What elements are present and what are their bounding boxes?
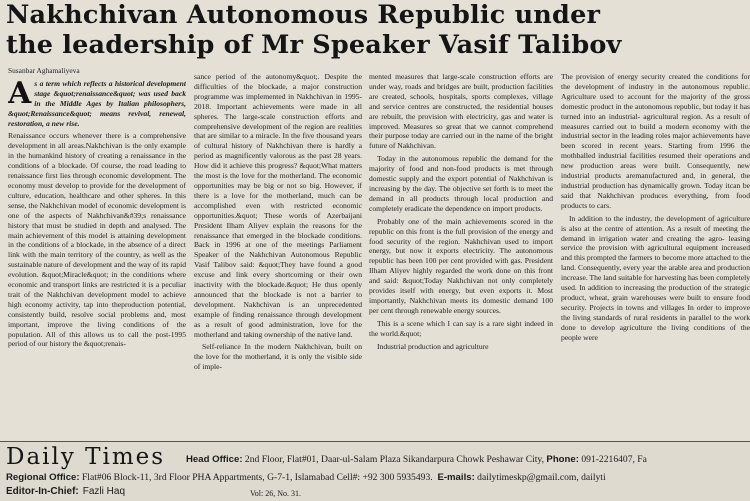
masthead: Daily Times — [6, 444, 166, 470]
article-column-3 — [369, 72, 553, 435]
column-4-paragraph: In addition to the industry, the development of agriculture is also at the centre of attention. As a result of meeting the demand in irrigation water and creating the agro- leasing service the provision with agricultural equipment increased and this prompted the farmers to become more attached to the land. Consequently, every year the arable area and production increase. The land suitable for harvesting has been completely used. In addition to increasing the production of the strategic product, wheat, grain warehouses were built to ensure food security. Projects in towns and villages In order to improve the living standards of rural residents in parallel to the work done to develop agriculture the living conditions of the people were — [561, 213, 750, 342]
column-3-paragraph: mented measures that large-scale construction efforts are under way, roads and bridges are built, production facilities are created, schools, hospitals, sports complexes, village and service centres are constructed, the residential houses are rebuilt, the provision with electricity, gas and water is improved. Measures so great that we cannot comprehend their purpose today are carried out in the name of the bright future of Nakhchivan. — [369, 72, 553, 151]
column-1-paragraph: Renaissance occurs whenever there is a comprehensive development in all areas.Nakhchivan is the only example in the humankind history of creating a renaissance in the conditions of a blockade. Of course, the road leading to renaissance first lies through economic development. The economy must develop to provide for the development of culture, education, healthcare and other spheres. In this sense, the Nakhchivan model of economic development is one of the aspects of Nakhchivan&#39;s renaissance history that must be studied in depth and analysed. The main achievement of this model is attaining development in the conditions of a blockade, in the absence of a direct link with the main territory of the country, as well as the sustainable nature of development and the way of its rapid evolution. &quot;Miracle&quot; in the conditions where economic and transport links are restricted it is a peculiar trait of the Nakhchivan development model to achieve high economy activity, tap into theproduction potential, consistently build, resolve social problems and, most important, improve the living conditions of the population. All of this allows us to call the post-1995 period of our history the &quot;renais- — [8, 131, 186, 349]
column-3-paragraph: This is a scene which I can say is a rare sight indeed in the world.&quot; — [369, 318, 553, 338]
intro-text: s a term which reflects a historical development stage &quot;renaissance&quot; was used back in the Middle Ages by Italian philosophers, &quot;Renaissance&quot; means revival, renewal, restoration, a new rise. — [8, 78, 186, 128]
editor-name: Fazli Haq — [82, 486, 126, 497]
editor-line — [6, 486, 125, 497]
column-2-paragraph: sance period of the autonomy&quot;. Despite the difficulties of the blockade, a major construction programme was implemented in Nakhchivan in 1995-2018. Important achievements were made in all spheres. The large-scale construction efforts and comprehensive development of the region are realities that are similar to a miracle. In the five thousand years of cultural history of Nakhchivan there is hardly a period as magnificently valorous as the past 28 years. How did it achieve this progress? &quot;What matters the most is the love for the motherland. The economic opportunities may be big or not so big. However, if there is a love for the motherland, much can be accomplished even with restricted economic opportunities.&quot; These words of Azerbaijani President Ilham Aliyev explain the reasons for the renaissance that emerged in the blockade conditions. Back in 1996 at one of the meetings Parliament Speaker of the Nakhchivan Autonomous Republic Vasif Talibov said: &quot;They have found a good excuse and link every shortcoming or their own inactivity with the blockade.&quot; He thus openly announced that the blockade is not a barrier to development. Nakhchivan is an unprecedented example of finding renaissance through development as a result of good administration, love for the motherland and taking ownership of the native land. — [194, 72, 362, 339]
byline: Susanbar Aghamaliyeva — [8, 66, 80, 75]
email-label: E-mails: — [437, 472, 475, 483]
article-headline — [6, 0, 750, 60]
headline-line-2: the leadership of Mr Speaker Vasif Talibov — [6, 30, 622, 60]
column-3-paragraph: Probably one of the main achievements scored in the republic on this front is the full provision of the energy and food security of the region. Nakhchivan used to import energy, but now it exports electricity. The autonomous republic has been 100 per cent provided with gas. President Ilham Aliyev highly regarded the work done on this front and said: &quot;Today Nakhchivan not only completely provides itself with energy, but even exports it. Most importantly, Nakhchivan meets its domestic demand 100 per cent through renewable energy sources. — [369, 216, 553, 315]
head-office-line — [186, 454, 647, 465]
article-column-1 — [8, 66, 186, 435]
phone-number: 091-2216407, Fa — [581, 454, 647, 465]
article-column-2 — [194, 72, 362, 435]
column-2-paragraph: Self-reliance In the modern Nakhchivan, built on the love for the motherland, it is only the visible side of imple- — [194, 342, 362, 372]
regional-office-label: Regional Office: — [6, 472, 80, 483]
head-office-label: Head Office: — [186, 454, 243, 465]
editor-label: Editor-In-Chief: — [6, 486, 79, 497]
intro-paragraph — [8, 75, 186, 129]
column-4-paragraph: The provision of energy security created the conditions for the development of industry in the autonomous republic. Agriculture used to account for the majority of the gross domestic product in the autonomous republic, but today it has turned into an industrial- agricultural region. As a result of measures carried out to build a modern economy with the industrial sector in the leading roles major achievements have been scored in recent years. Starting from 1996 the mothballed industrial facilities resumed their operations and new production areas were built. Consequently, new industrial products aremanufactured and, in general, the industrial production has dynamically grown. Today itcan be said that Nakhchivan produces everything, from food products to cars. — [561, 72, 750, 210]
volume-number: Vol: 26, No. 31. — [250, 489, 301, 498]
regional-office-line — [6, 472, 606, 483]
headline-line-1: Nakhchivan Autonomous Republic under — [6, 0, 601, 30]
article-column-4 — [561, 72, 750, 435]
head-office-address: 2nd Floor, Flat#01, Daar-ul-Salam Plaza Sikandarpura Chowk Peshawar City, — [244, 454, 545, 465]
phone-label: Phone: — [546, 454, 579, 465]
email-addresses: dailytimeskp@gmail.com, dailyti — [477, 472, 606, 483]
drop-cap: A — [8, 75, 32, 111]
column-3-paragraph: Today in the autonomous republic the demand for the majority of food and non-food products is met through domestic supply and the export potential of Nakhchivan is increasing by the day. The objective set forth is to meet the demand in all products through local production and completely eradicate the dependence on import products. — [369, 154, 553, 213]
regional-office-address: Flat#06 Block-11, 3rd Floor PHA Appartments, G-7-1, Islamabad Cell#: +92 300 5935493. — [81, 472, 433, 483]
column-3-subheading: Industrial production and agriculture — [377, 341, 489, 351]
newspaper-footer — [0, 442, 750, 501]
